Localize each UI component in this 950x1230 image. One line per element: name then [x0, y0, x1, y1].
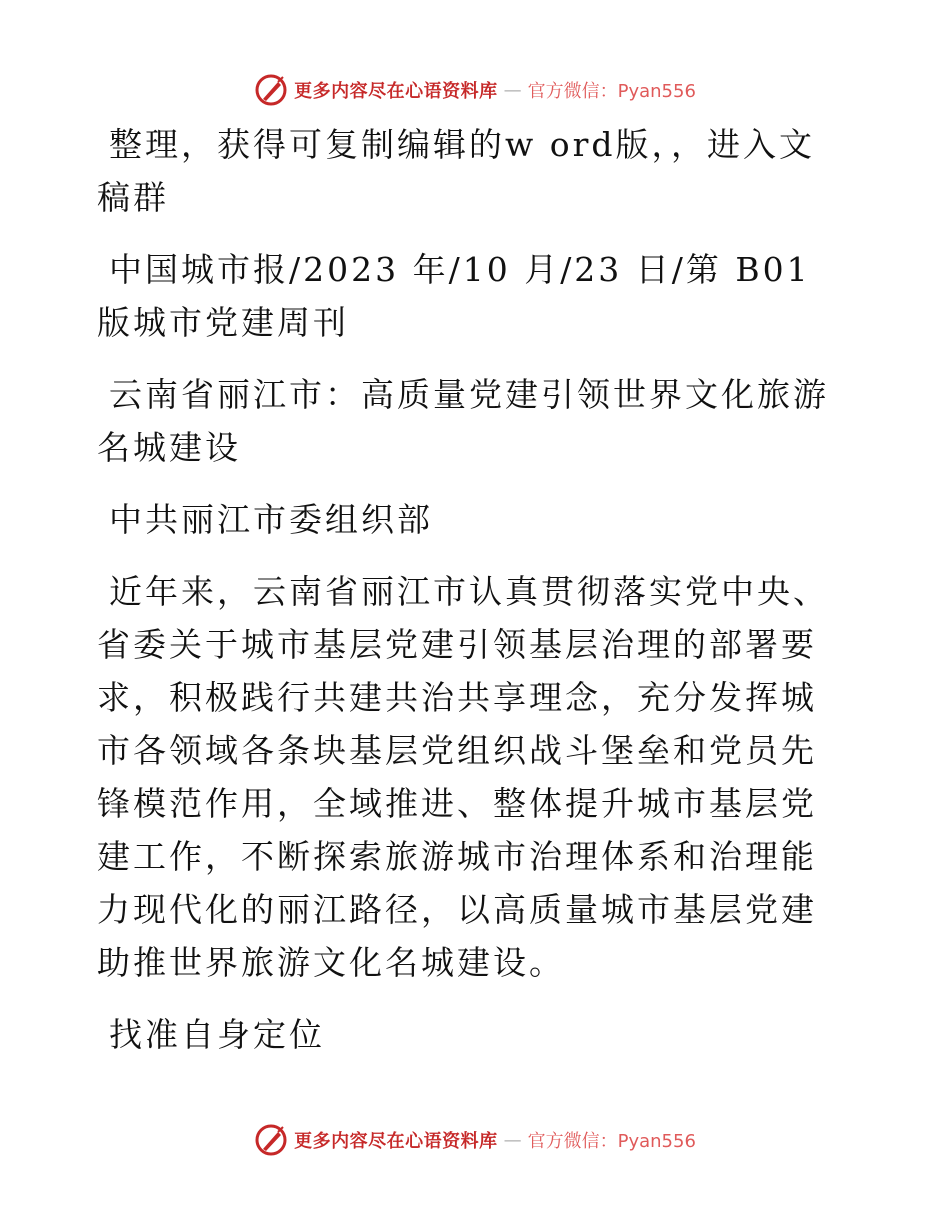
- paragraph-notice: 整理，获得可复制编辑的w ord版，，进入文稿群: [97, 125, 816, 217]
- wechat-contact-text: 官方微信：Pyan556: [527, 1131, 696, 1152]
- wechat-contact-text: 官方微信：Pyan556: [527, 81, 696, 102]
- paragraph-source: 中国城市报/2023 年/10 月/23 日/第 B01 版城市党建周刊: [97, 250, 811, 342]
- paragraph-body: 近年来，云南省丽江市认真贯彻落实党中央、省委关于城市基层党建引领基层治理的部署要求，积极践行共建共治共享理念，充分发挥城市各领域各条块基层党组织战斗堡垒和党员先锋模范作用，全域推进、整体提升城市基层党建工作，不断探索旅游城市治理体系和治理能力现代化的丽江路径，以高质量城市基层党建助推世界旅游文化名城建设。: [97, 572, 829, 982]
- banner-separator: —: [503, 79, 522, 101]
- document-body: [97, 118, 847, 1080]
- paragraph-title: 云南省丽江市：高质量党建引领世界文化旅游名城建设: [97, 375, 829, 467]
- site-name-text: 更多内容尽在心语资料库: [294, 1131, 498, 1152]
- paragraph-author: 中共丽江市委组织部: [109, 500, 433, 539]
- quill-circle-logo-icon: [254, 1123, 288, 1157]
- footer-banner: [0, 1120, 950, 1160]
- quill-circle-logo-icon: [254, 73, 288, 107]
- paragraph-subheading: 找准自身定位: [109, 1015, 325, 1054]
- header-banner: [0, 70, 950, 110]
- site-name-text: 更多内容尽在心语资料库: [294, 81, 498, 102]
- banner-separator: —: [503, 1129, 522, 1151]
